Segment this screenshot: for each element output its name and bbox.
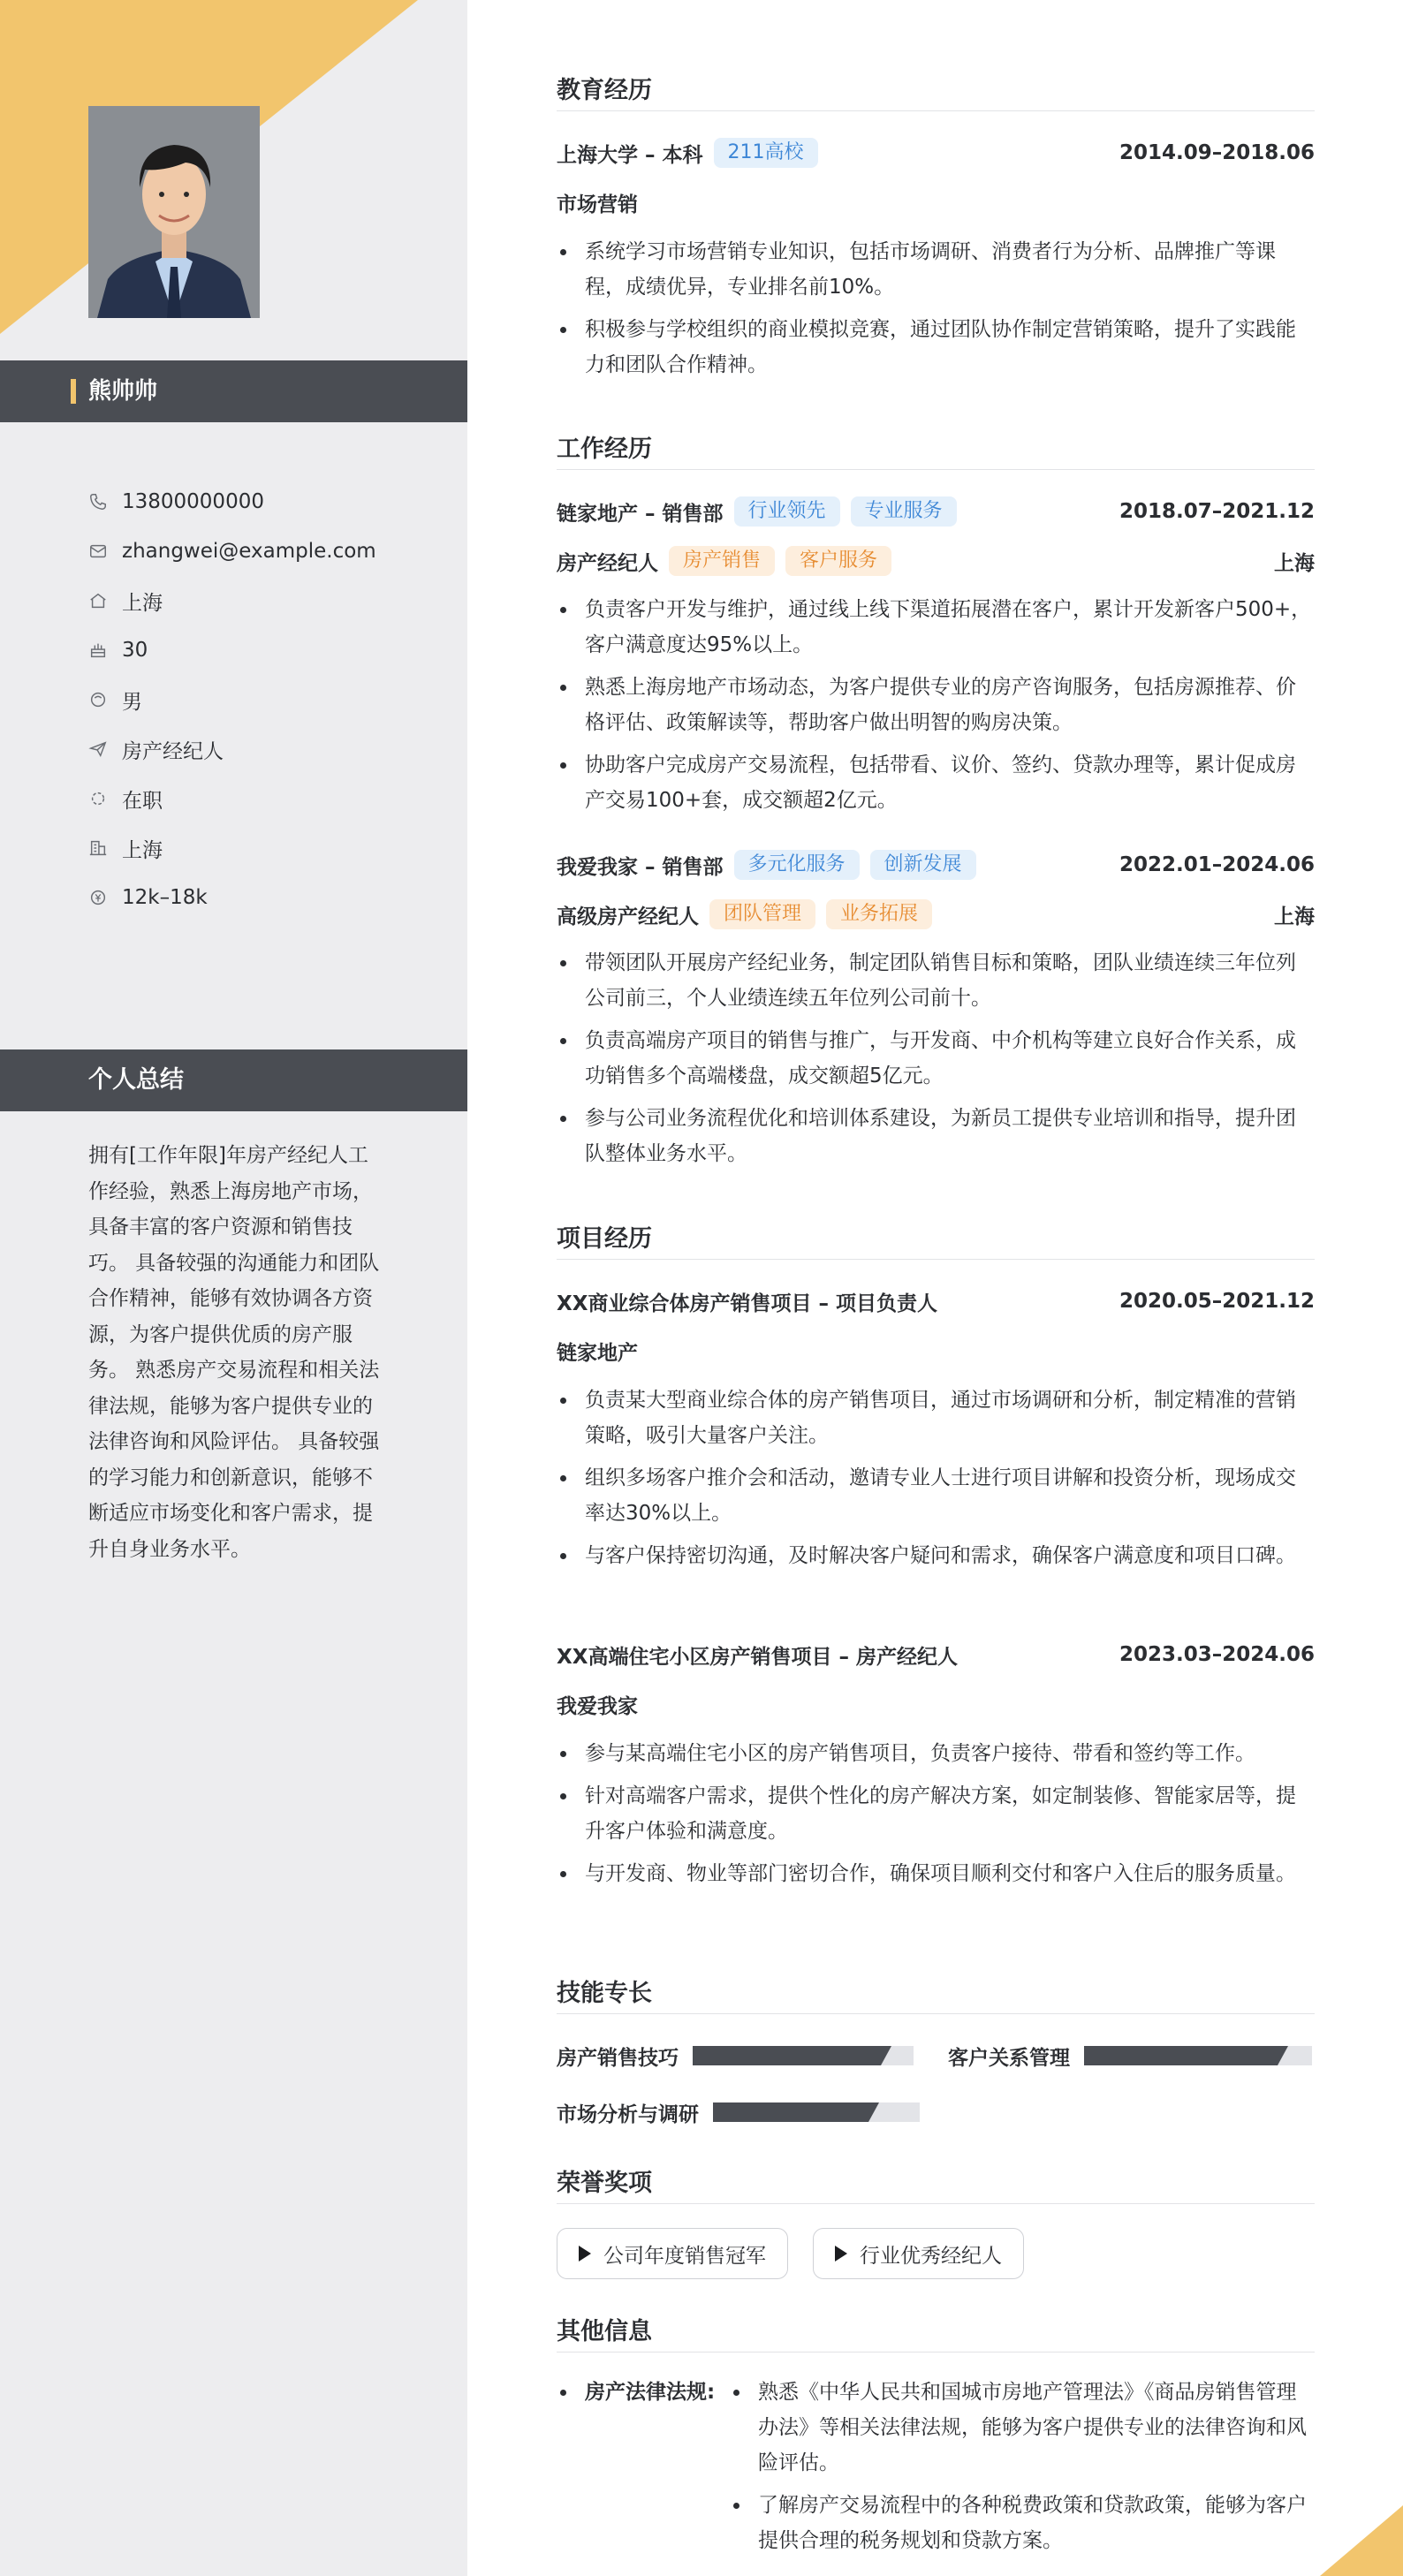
summary-text: 拥有[工作年限]年房产经纪人工作经验，熟悉上海房地产市场，具备丰富的客户资源和销售技巧。 具备较强的沟通能力和团队合作精神，能够有效协调各方资源，为客户提供优质的房产服务。 熟悉房产交易流程和相关法律法规，能够为客户提供专业的法律咨询和风险评估。 具备较强的学习能力和创新意识，能够不断适应市场变化和客户需求，提升自身业务水平。: [88, 1144, 380, 1561]
skill-bar: [693, 2046, 914, 2065]
contact-email: [88, 527, 442, 576]
list-item: 针对高端客户需求，提供个性化的房产解决方案，如定制装修、智能家居等，提升客户体验和满意度。: [557, 1778, 1315, 1849]
list-item: 系统学习市场营销专业知识，包括市场调研、消费者行为分析、品牌推广等课程，成绩优异，专业排名前10%。: [557, 234, 1315, 305]
contact-city: [88, 823, 442, 873]
list-item: 了解房产交易流程中的各种税费政策和贷款政策，能够为客户提供合理的税务规划和贷款方案。: [730, 2488, 1315, 2558]
job1-role: 房产经纪人: [557, 551, 658, 575]
section-title-awards: 荣誉奖项: [557, 2163, 1315, 2204]
contact-phone-value: 13800000000: [122, 490, 264, 513]
job1-period: 2018.07–2021.12: [1119, 500, 1315, 523]
contact-home-value: 上海: [122, 591, 163, 615]
skill-bar-fill: [693, 2046, 881, 2065]
job2-city: 上海: [1274, 905, 1315, 928]
contact-age: [88, 625, 442, 675]
play-icon: [835, 2246, 847, 2262]
contact-list: [88, 477, 442, 922]
job1-role-tag-2: 客户服务: [785, 546, 891, 576]
skill-item: [948, 2038, 1312, 2073]
job1-city: 上海: [1274, 551, 1315, 575]
skill-name: 房产销售技巧: [557, 2046, 679, 2070]
list-item: 熟悉《中华人民共和国城市房地产管理法》《商品房销售管理办法》等相关法律法规，能够为客户提供专业的法律咨询和风险评估。: [730, 2375, 1315, 2481]
building-icon: [88, 838, 108, 858]
gender-icon: [88, 690, 108, 709]
avatar: [88, 106, 260, 318]
job2-tag-2: 创新发展: [870, 850, 976, 880]
list-item: 负责高端房产项目的销售与推广，与开发商、中介机构等建立良好合作关系，成功销售多个高端楼盘，成交额超5亿元。: [557, 1023, 1315, 1094]
job2-period: 2022.01–2024.06: [1119, 853, 1315, 876]
project2-org: 我爱我家: [557, 1694, 638, 1718]
job1-tag-1: 行业领先: [734, 496, 840, 527]
education-school: 上海大学 – 本科: [557, 143, 703, 167]
award-chip: [557, 2228, 788, 2279]
name-accent: [71, 379, 76, 404]
job2-company: 我爱我家 – 销售部: [557, 855, 724, 879]
cake-icon: [88, 640, 108, 660]
job2-role-row: [557, 897, 1315, 932]
job2-tag-1: 多元化服务: [734, 850, 860, 880]
contact-status-value: 在职: [122, 789, 163, 813]
status-icon: [88, 789, 108, 808]
job1-company: 链家地产 – 销售部: [557, 502, 724, 526]
play-icon: [579, 2246, 591, 2262]
section-title-skills: 技能专长: [557, 1974, 1315, 2014]
section-title-work: 工作经历: [557, 429, 1315, 470]
contact-status: [88, 774, 442, 823]
job2-role-tag-1: 团队管理: [709, 899, 815, 929]
sidebar: [0, 0, 467, 2576]
project1-name: XX商业综合体房产销售项目 – 项目负责人: [557, 1292, 937, 1315]
project1-org: 链家地产: [557, 1341, 638, 1365]
education-major: 市场营销: [557, 193, 638, 216]
send-icon: [88, 739, 108, 759]
project1-org-row: [557, 1333, 1315, 1368]
mail-icon: [88, 542, 108, 561]
skill-bar-fill: [713, 2102, 868, 2122]
list-item: 与开发商、物业等部门密切合作，确保项目顺利交付和客户入住后的服务质量。: [557, 1856, 1315, 1891]
education-major-row: [557, 185, 1315, 220]
skill-bar: [1084, 2046, 1312, 2065]
job1-bullets: [557, 592, 1315, 825]
name-bar: [0, 360, 467, 422]
contact-salary: [88, 873, 442, 922]
contact-city-value: 上海: [122, 838, 163, 862]
list-item: 熟悉上海房地产市场动态，为客户提供专业的房产咨询服务，包括房源推荐、价格评估、政策解读等，帮助客户做出明智的购房决策。: [557, 670, 1315, 740]
job1-role-tag-1: 房产销售: [669, 546, 775, 576]
project2-header: [557, 1637, 1315, 1672]
education-tag: 211高校: [714, 138, 818, 168]
summary-title: 个人总结: [88, 1066, 184, 1094]
list-item: 负责某大型商业综合体的房产销售项目，通过市场调研和分析，制定精准的营销策略，吸引大量客户关注。: [557, 1383, 1315, 1453]
list-item: 与客户保持密切沟通，及时解决客户疑问和需求，确保客户满意度和项目口碑。: [557, 1538, 1315, 1573]
education-bullets: [557, 234, 1315, 390]
award-label: 公司年度销售冠军: [603, 2244, 766, 2268]
list-item: 组织多场客户推介会和活动，邀请专业人士进行项目讲解和投资分析，现场成交率达30%以上。: [557, 1460, 1315, 1531]
skill-item: [557, 2095, 920, 2130]
other-label: 房产法律法规:: [557, 2375, 715, 2410]
contact-phone: [88, 477, 442, 527]
phone-icon: [88, 492, 108, 511]
job1-header: [557, 494, 1315, 529]
list-item: 带领团队开展房产经纪业务，制定团队销售目标和策略，团队业绩连续三年位列公司前三，个人业绩连续五年位列公司前十。: [557, 945, 1315, 1016]
award-chip: [813, 2228, 1024, 2279]
contact-gender-value: 男: [122, 690, 142, 714]
job2-header: [557, 847, 1315, 883]
project1-bullets: [557, 1383, 1315, 1580]
job2-role: 高级房产经纪人: [557, 905, 699, 928]
education-period: 2014.09–2018.06: [1119, 141, 1315, 164]
skill-bar: [713, 2102, 920, 2122]
job1-role-row: [557, 543, 1315, 579]
list-item: 参与某高端住宅小区的房产销售项目，负责客户接待、带看和签约等工作。: [557, 1736, 1315, 1771]
project2-period: 2023.03–2024.06: [1119, 1643, 1315, 1666]
list-item: 协助客户完成房产交易流程，包括带看、议价、签约、贷款办理等，累计促成房产交易100+套，成交额超2亿元。: [557, 747, 1315, 818]
project2-name: XX高端住宅小区房产销售项目 – 房产经纪人: [557, 1645, 958, 1669]
list-item: 负责客户开发与维护，通过线上线下渠道拓展潜在客户，累计开发新客户500+，客户满意度达95%以上。: [557, 592, 1315, 663]
skill-bar-fill: [1084, 2046, 1278, 2065]
job1-tag-2: 专业服务: [851, 496, 957, 527]
decor-corner: [1320, 2505, 1403, 2576]
skill-item: [557, 2038, 914, 2073]
project2-org-row: [557, 1686, 1315, 1722]
contact-salary-value: 12k–18k: [122, 886, 208, 909]
contact-gender: [88, 675, 442, 724]
other-bullets: [730, 2375, 1315, 2565]
section-title-education: 教育经历: [557, 71, 1315, 111]
list-item: 积极参与学校组织的商业模拟竞赛，通过团队协作制定营销策略，提升了实践能力和团队合作精神。: [557, 312, 1315, 383]
section-title-other: 其他信息: [557, 2312, 1315, 2352]
salary-icon: [88, 888, 108, 907]
job2-role-tag-2: 业务拓展: [826, 899, 932, 929]
candidate-name: 熊帅帅: [88, 378, 158, 405]
contact-position-value: 房产经纪人: [122, 739, 224, 763]
list-item: 参与公司业务流程优化和培训体系建设，为新员工提供专业培训和指导，提升团队整体业务水平。: [557, 1101, 1315, 1171]
contact-home: [88, 576, 442, 625]
job2-bullets: [557, 945, 1315, 1178]
contact-email-value: zhangwei@example.com: [122, 540, 376, 563]
project2-bullets: [557, 1736, 1315, 1898]
home-icon: [88, 591, 108, 610]
project1-header: [557, 1284, 1315, 1319]
contact-position: [88, 724, 442, 774]
section-title-projects: 项目经历: [557, 1219, 1315, 1260]
skill-name: 客户关系管理: [948, 2046, 1070, 2070]
education-header: [557, 135, 1315, 170]
project1-period: 2020.05–2021.12: [1119, 1290, 1315, 1313]
summary-bar: [0, 1049, 467, 1111]
contact-age-value: 30: [122, 639, 148, 662]
skill-name: 市场分析与调研: [557, 2102, 699, 2126]
award-label: 行业优秀经纪人: [860, 2244, 1002, 2268]
